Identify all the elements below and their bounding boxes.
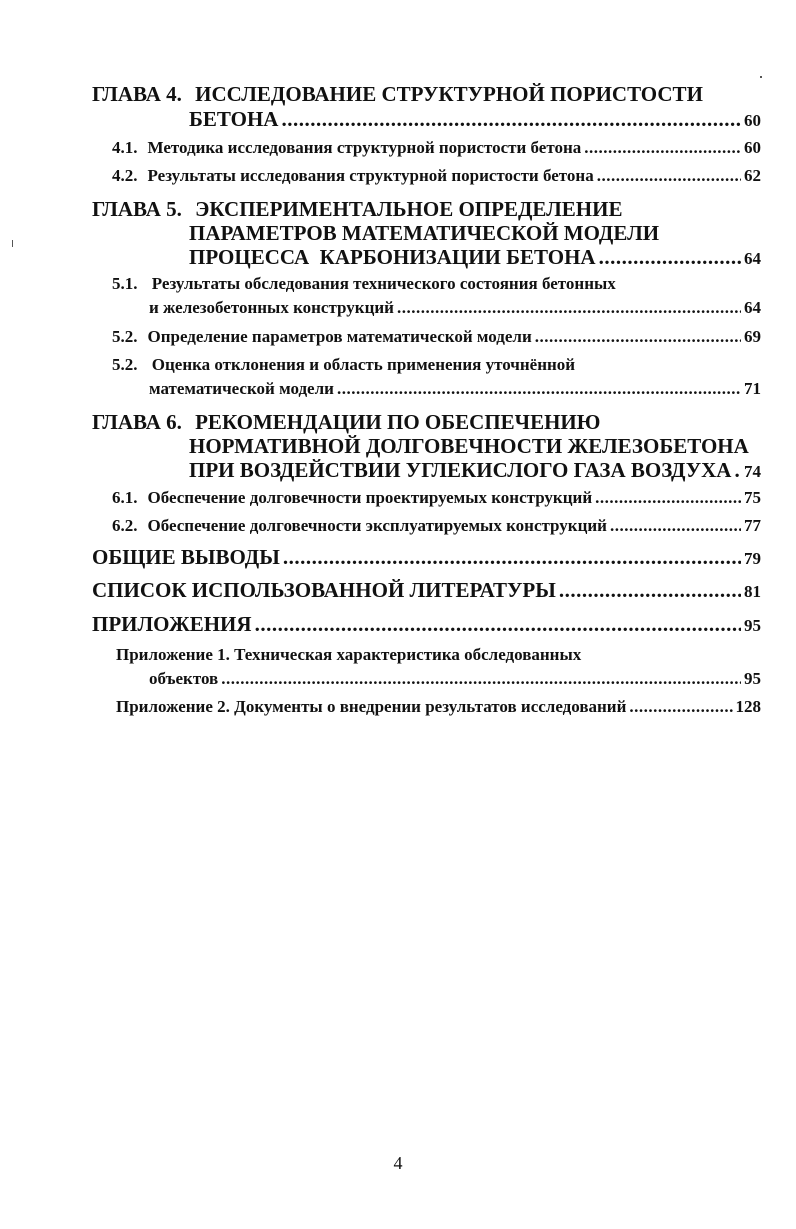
appendix-2-title: Приложение 2. Документы о внедрении результатов исследований bbox=[116, 697, 627, 716]
scan-speck bbox=[12, 240, 13, 247]
section-5-1-row bbox=[149, 298, 761, 318]
section-number: 4.2. bbox=[112, 166, 138, 185]
dot-leader bbox=[281, 107, 741, 132]
dot-leader bbox=[559, 578, 741, 603]
scan-speck bbox=[760, 76, 762, 78]
appendices-row bbox=[92, 612, 761, 637]
section-page: 75 bbox=[744, 488, 761, 507]
dot-leader bbox=[597, 166, 741, 186]
appendix-1-title-line1: Приложение 1. Техническая характеристика обследованных bbox=[116, 645, 582, 664]
appendix-2-row bbox=[116, 697, 761, 717]
section-number: 5.1. bbox=[112, 274, 138, 293]
conclusions-row bbox=[92, 545, 761, 570]
chapter-4-heading bbox=[92, 82, 703, 107]
section-4-1-row bbox=[112, 138, 761, 158]
section-number: 4.1. bbox=[112, 138, 138, 157]
appendices-page: 95 bbox=[744, 616, 761, 635]
conclusions-title: ОБЩИЕ ВЫВОДЫ bbox=[92, 545, 280, 569]
section-5-3-row bbox=[149, 379, 761, 399]
dot-leader bbox=[584, 138, 741, 158]
section-title-line2: и железобетонных конструкций bbox=[149, 298, 394, 317]
dot-leader bbox=[283, 545, 741, 570]
section-title-line2: математической модели bbox=[149, 379, 334, 398]
dot-leader bbox=[337, 379, 741, 399]
chapter-6-title-line3: ПРИ ВОЗДЕЙСТВИИ УГЛЕКИСЛОГО ГАЗА ВОЗДУХА bbox=[189, 458, 732, 482]
chapter-5-heading bbox=[92, 197, 622, 222]
appendix-1-title-line2: объектов bbox=[149, 669, 219, 688]
section-4-2-row bbox=[112, 166, 761, 186]
section-title: Обеспечение долговечности эксплуатируемых конструкций bbox=[147, 516, 607, 535]
chapter-6-title-line2: НОРМАТИВНОЙ ДОЛГОВЕЧНОСТИ ЖЕЛЕЗОБЕТОНА bbox=[189, 434, 749, 458]
chapter-5-title-row bbox=[189, 245, 761, 270]
chapter-5-title-line2: ПАРАМЕТРОВ МАТЕМАТИЧЕСКОЙ МОДЕЛИ bbox=[189, 221, 660, 245]
references-title: СПИСОК ИСПОЛЬЗОВАННОЙ ЛИТЕРАТУРЫ bbox=[92, 578, 556, 602]
chapter-5-title-line3: ПРОЦЕССА КАРБОНИЗАЦИИ БЕТОНА bbox=[189, 245, 596, 269]
chapter-4-label: ГЛАВА 4. bbox=[92, 82, 182, 106]
chapter-6-page: 74 bbox=[744, 462, 761, 481]
page-number: 4 bbox=[393, 1153, 403, 1173]
chapter-4-title-row bbox=[189, 107, 761, 132]
chapter-5-label: ГЛАВА 5. bbox=[92, 197, 182, 221]
section-page: 69 bbox=[744, 327, 761, 346]
section-6-2-row bbox=[112, 516, 761, 536]
dot-leader bbox=[599, 245, 741, 270]
dot-leader bbox=[535, 327, 741, 347]
appendix-1-page: 95 bbox=[744, 669, 761, 688]
section-title: Методика исследования структурной пористости бетона bbox=[147, 138, 582, 157]
dot-leader bbox=[221, 669, 741, 689]
chapter-5-page: 64 bbox=[744, 249, 761, 268]
conclusions-page: 79 bbox=[744, 549, 761, 568]
chapter-6-heading bbox=[92, 410, 600, 435]
section-number: 5.2. bbox=[112, 355, 138, 374]
references-row bbox=[92, 578, 761, 603]
section-page: 60 bbox=[744, 138, 761, 157]
section-title-line1: Результаты обследования технического состояния бетонных bbox=[151, 274, 616, 293]
section-page: 71 bbox=[744, 379, 761, 398]
appendices-title: ПРИЛОЖЕНИЯ bbox=[92, 612, 252, 636]
chapter-6-title-line1: РЕКОМЕНДАЦИИ ПО ОБЕСПЕЧЕНИЮ bbox=[195, 410, 601, 434]
dot-leader bbox=[255, 612, 741, 637]
section-page: 77 bbox=[744, 516, 761, 535]
dot-leader bbox=[734, 458, 741, 483]
section-title: Результаты исследования структурной пористости бетона bbox=[147, 166, 594, 185]
section-title-line1: Оценка отклонения и область применения уточнённой bbox=[151, 355, 576, 374]
chapter-4-title-line2: БЕТОНА bbox=[189, 107, 279, 131]
appendix-1-row bbox=[149, 669, 761, 689]
chapter-4-page: 60 bbox=[744, 111, 761, 130]
section-number: 5.2. bbox=[112, 327, 138, 346]
section-number: 6.1. bbox=[112, 488, 138, 507]
section-title: Определение параметров математической модели bbox=[147, 327, 532, 346]
section-page: 62 bbox=[744, 166, 761, 185]
chapter-6-label: ГЛАВА 6. bbox=[92, 410, 182, 434]
section-6-1-row bbox=[112, 488, 761, 508]
section-number: 6.2. bbox=[112, 516, 138, 535]
section-5-3-heading bbox=[112, 355, 575, 375]
section-title: Обеспечение долговечности проектируемых конструкций bbox=[147, 488, 593, 507]
dot-leader bbox=[610, 516, 741, 536]
references-page: 81 bbox=[744, 582, 761, 601]
chapter-5-title-line1: ЭКСПЕРИМЕНТАЛЬНОЕ ОПРЕДЕЛЕНИЕ bbox=[195, 197, 623, 221]
dot-leader bbox=[595, 488, 741, 508]
section-5-2-row bbox=[112, 327, 761, 347]
section-page: 64 bbox=[744, 298, 761, 317]
dot-leader bbox=[397, 298, 741, 318]
appendix-2-page: 128 bbox=[735, 697, 761, 716]
chapter-6-title-row bbox=[189, 458, 761, 483]
chapter-4-title-line1: ИССЛЕДОВАНИЕ СТРУКТУРНОЙ ПОРИСТОСТИ bbox=[195, 82, 703, 106]
section-5-1-heading bbox=[112, 274, 616, 294]
dot-leader bbox=[629, 697, 732, 717]
